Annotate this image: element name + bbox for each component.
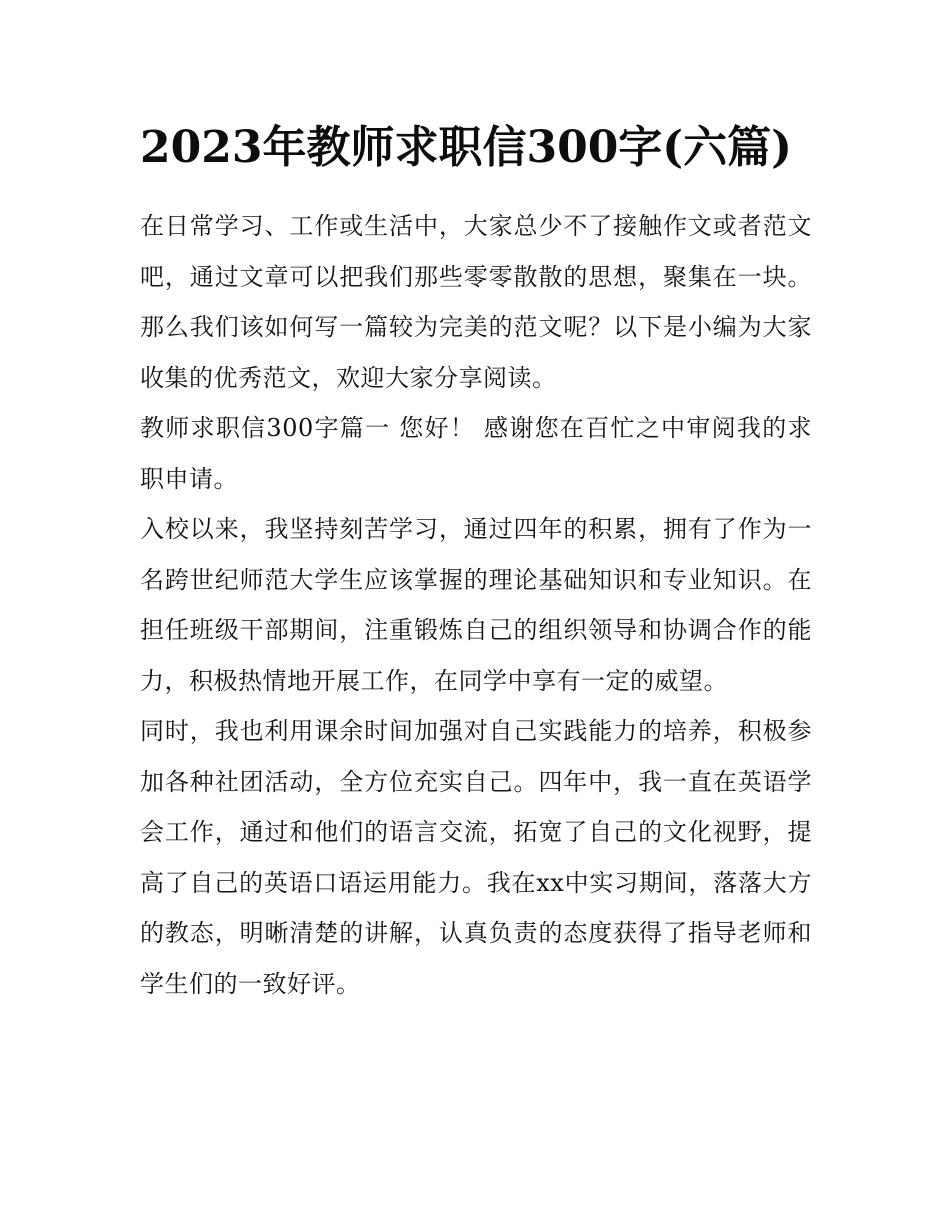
study-paragraph: 入校以来，我坚持刻苦学习，通过四年的积累，拥有了作为一名跨世纪师范大学生应该掌握的理论基础知识和专业知识。在担任班级干部期间，注重锻炼自己的组织领导和协调合作的能力，积极热情地开展工作，在同学中享有一定的威望。 [140,515,812,695]
practice-paragraph: 同时，我也利用课余时间加强对自己实践能力的培养，积极参加各种社团活动，全方位充实自己。四年中，我一直在英语学会工作，通过和他们的语言交流，拓宽了自己的文化视野，提高了自己的英语口语运用能力。我在xx中实习期间，落落大方的教态，明晰清楚的讲解，认真负责的态度获得了指导老师和学生们的一致好评。 [140,717,812,998]
document-title: 2023年教师求职信300字(六篇) [140,122,792,173]
intro-paragraph: 在日常学习、工作或生活中，大家总少不了接触作文或者范文吧，通过文章可以把我们那些零零散散的思想，聚集在一块。那么我们该如何写一篇较为完美的范文呢？以下是小编为大家收集的优秀范文，欢迎大家分享阅读。 [140,212,812,392]
letter-opening-paragraph: 教师求职信300字篇一 您好！ 感谢您在百忙之中审阅我的求职申请。 [140,414,812,493]
document-body [140,116,812,1009]
